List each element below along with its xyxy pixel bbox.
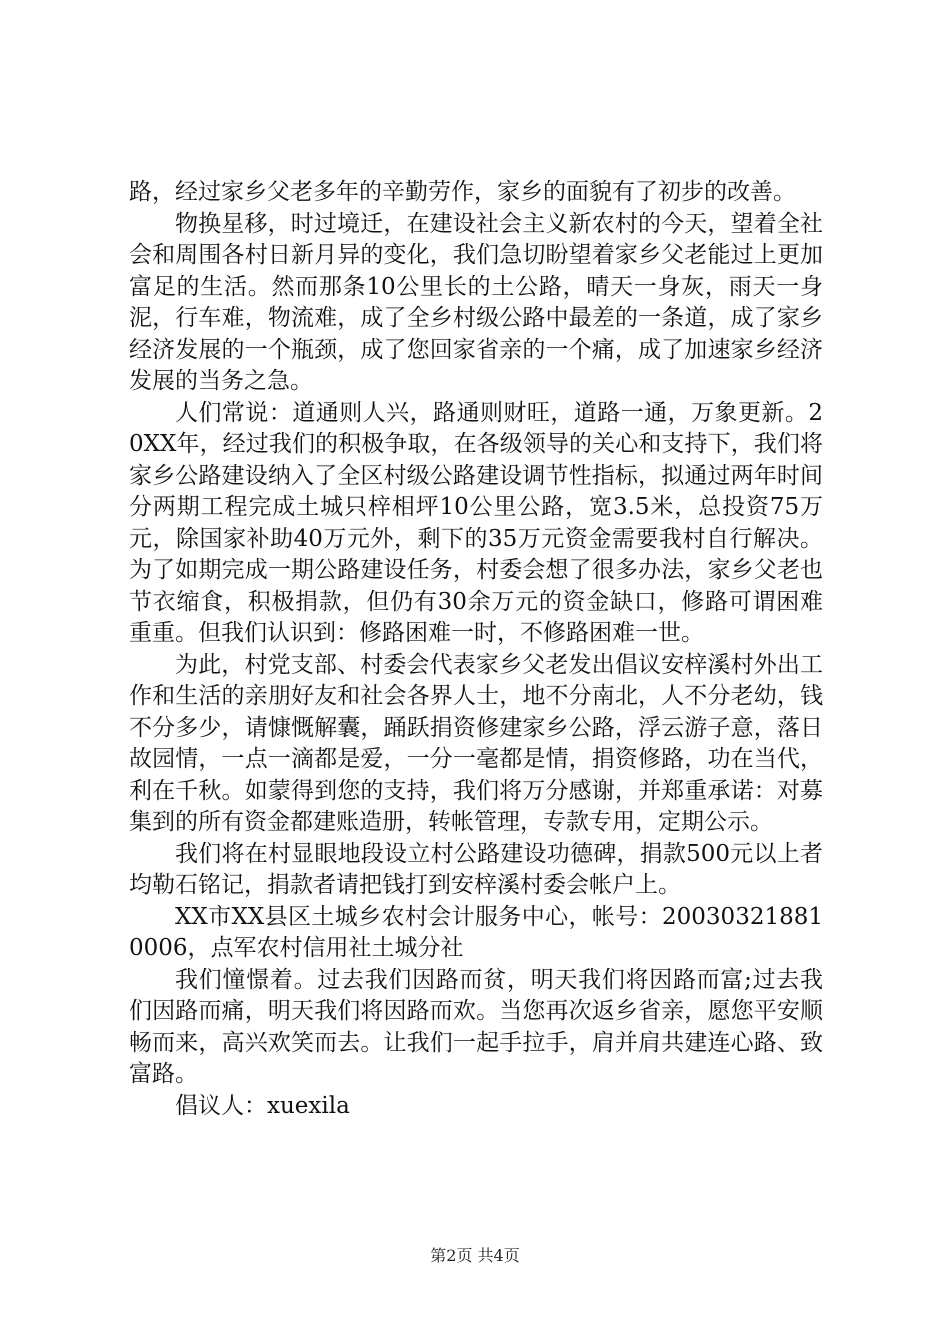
document-body xyxy=(129,177,823,1122)
paragraph-merit-monument: 我们将在村显眼地段设立村公路建设功德碑，捐款500元以上者均勒石铭记，捐款者请把钱打到安梓溪村委会帐户上。 xyxy=(129,840,823,898)
paragraph-changing-times: 物换星移，时过境迁，在建设社会主义新农村的今天，望着全社会和周围各村日新月异的变化，我们急切盼望着家乡父老能过上更加富足的生活。然而那条10公里长的土公路，晴天一身灰，雨天一身泥，行车难，物流难，成了全乡村级公路中最差的一条道，成了家乡经济发展的一个瓶颈，成了您回家省亲的一个痛，成了加速家乡经济发展的当务之急。 xyxy=(129,210,823,394)
paragraph-appeal: 为此，村党支部、村委会代表家乡父老发出倡议安梓溪村外出工作和生活的亲朋好友和社会各界人士，地不分南北，人不分老幼，钱不分多少，请慷慨解囊，踊跃捐资修建家乡公路，浮云游子意，落日故园情，一点一滴都是爱，一分一毫都是情，捐资修路，功在当代，利在千秋。如蒙得到您的支持，我们将万分感谢，并郑重承诺：对募集到的所有资金都建账造册，转帐管理，专款专用，定期公示。 xyxy=(129,651,823,835)
paragraph-vision: 我们憧憬着。过去我们因路而贫，明天我们将因路而富;过去我们因路而痛，明天我们将因路而欢。当您再次返乡省亲，愿您平安顺畅而来，高兴欢笑而去。让我们一起手拉手，肩并肩共建连心路、致富路。 xyxy=(129,966,823,1087)
page-number-footer: 第2页 共4页 xyxy=(430,1246,520,1265)
paragraph-continuation: 路，经过家乡父老多年的辛勤劳作，家乡的面貌有了初步的改善。 xyxy=(129,179,796,205)
paragraph-bank-account: XX市XX县区土城乡农村会计服务中心，帐号：200303218810006，点军农村信用社土城分社 xyxy=(129,903,823,961)
paragraph-signature: 倡议人：xuexila xyxy=(175,1092,350,1119)
paragraph-road-plan: 人们常说：道通则人兴，路通则财旺，道路一通，万象更新。20XX年，经过我们的积极争取，在各级领导的关心和支持下，我们将家乡公路建设纳入了全区村级公路建设调节性指标，拟通过两年时间分两期工程完成土城只梓相坪10公里公路，宽3.5米，总投资75万元，除国家补助40万元外，剩下的35万元资金需要我村自行解决。为了如期完成一期公路建设任务，村委会想了很多办法，家乡父老也节衣缩食，积极捐款，但仍有30余万元的资金缺口，修路可谓困难重重。但我们认识到：修路困难一时，不修路困难一世。 xyxy=(129,399,823,646)
